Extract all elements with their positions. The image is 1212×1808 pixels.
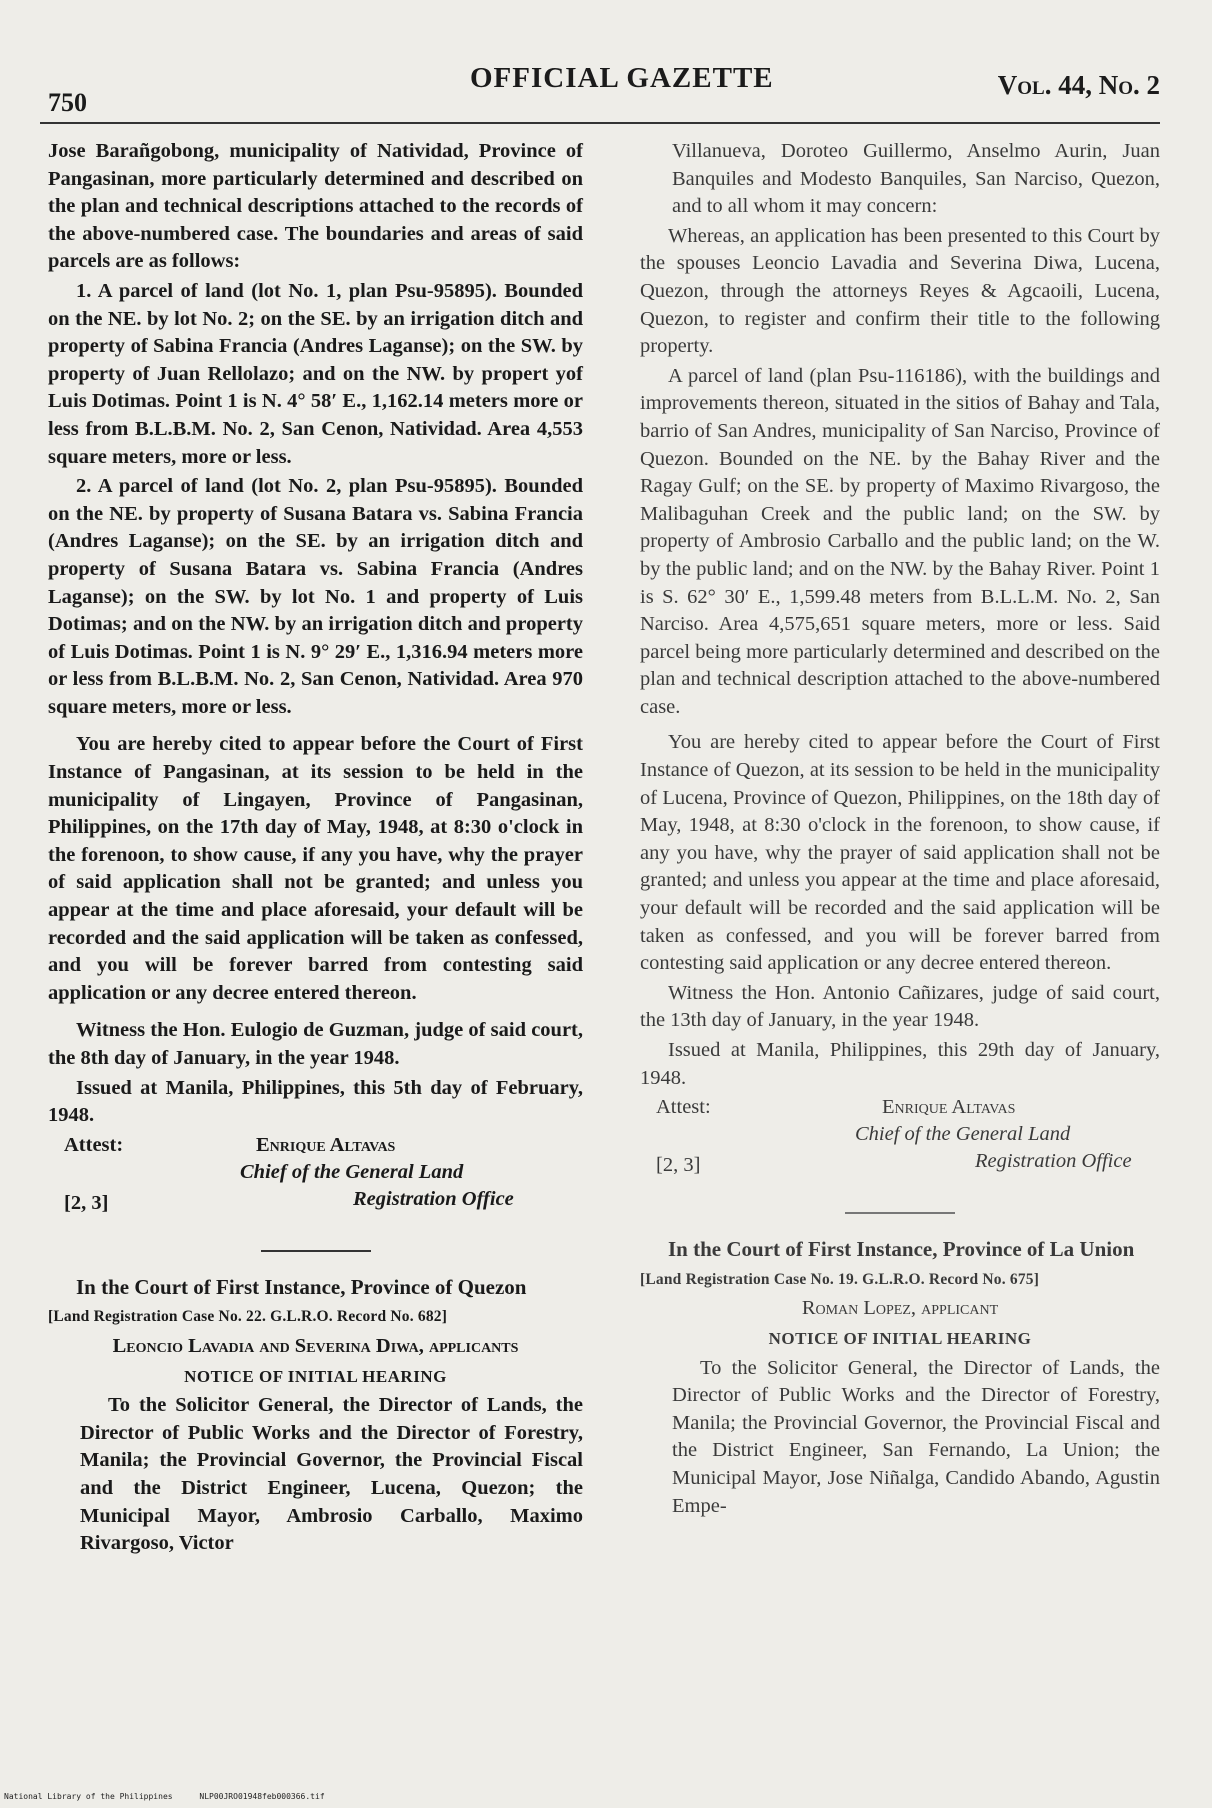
- attest-role-line1: Chief of the General Land: [855, 1123, 1071, 1146]
- gazette-title: OFFICIAL GAZETTE: [470, 62, 774, 94]
- attestation-block: [48, 1132, 583, 1224]
- parcel-paragraph: A parcel of land (plan Psu-116186), with the buildings and improvements thereon, situated in the sitios of Bahay and Tala, barrio of San Andres, municipality of San Narciso, Province of Quezon. Bounded on the NE. by the Bahay River and the Ragay Gulf; on the SE. by property of Maximo Rivargoso, the Malibaguhan Creek and the public land; on the SW. by property of Ambrosio Carballo and the public land; on the W. by the public land; and on the NW. by the Bahay River. Point 1 is S. 62° 30′ E., 1,599.48 meters from B.L.L.M. No. 2, San Narciso. Area 4,575,651 square meters, more or less. Said parcel being more particularly determined and described on the plan and technical description attached to the above-numbered case.: [640, 364, 1160, 718]
- notice-heading: NOTICE OF INITIAL HEARING: [768, 1328, 1032, 1348]
- attest-label: Attest:: [64, 1133, 124, 1156]
- whereas-paragraph: Whereas, an application has been presented to this Court by the spouses Leoncio Lavadia and Severina Diwa, Lucena, Quezon, through the attorneys Reyes & Agcaoili, Lucena, Quezon, to register and confirm their title to the following property.: [640, 224, 1160, 358]
- intro-paragraph: Jose Barañgobong, municipality of Natividad, Province of Pangasinan, more particularly determined and described on the plan and technical descriptions attached to the records of the above-numbered case. The boundaries and areas of said parcels are as follows:: [48, 140, 583, 273]
- scan-footer: [4, 1792, 347, 1801]
- issue-numbers: [2, 3]: [656, 1154, 701, 1177]
- attest-name: Enrique Altavas: [256, 1133, 396, 1156]
- case-reference: [Land Registration Case No. 22. G.L.R.O. Record No. 682]: [48, 1308, 448, 1326]
- notice-heading: NOTICE OF INITIAL HEARING: [184, 1366, 447, 1386]
- attest-role-line2: Registration Office: [353, 1187, 514, 1210]
- cited-paragraph: You are hereby cited to appear before the Court of First Instance of Pangasinan, at its session to be held in the municipality of Lingayen, Province of Pangasinan, Philippines, on the 17th day of May, 1948, at 8:30 o'clock in the forenoon, to show cause, if any you have, why the prayer of said application shall not be granted; and unless you appear at the time and place aforesaid, your default will be recorded and the said application will be taken as confessed, and you will be forever barred from contesting said application or any decree entered thereon.: [48, 733, 583, 1004]
- attest-role-line2: Registration Office: [975, 1150, 1132, 1173]
- issued-paragraph: Issued at Manila, Philippines, this 5th day of February, 1948.: [48, 1076, 583, 1127]
- page-header: [40, 52, 1170, 122]
- section-separator: [261, 1250, 371, 1252]
- section-separator: [845, 1212, 955, 1214]
- cited-paragraph: You are hereby cited to appear before the Court of First Instance of Quezon, at its session to be held in the municipality of Lucena, Province of Quezon, Philippines, on the 18th day of May, 1948, at 8:30 o'clock in the forenoon, to show cause, if any you have, why the prayer of said application shall not be granted; and unless you appear at the time and place aforesaid, your default will be recorded and the said application will be taken as confessed, and you will be forever barred from contesting said application or any decree entered thereon.: [640, 731, 1160, 975]
- applicant-line: Roman Lopez, applicant: [801, 1297, 999, 1320]
- applicants-line: Leoncio Lavadia and Severina Diwa, applicants: [112, 1334, 519, 1357]
- witness-paragraph: Witness the Hon. Eulogio de Guzman, judge of said court, the 8th day of January, in the year 1948.: [48, 1019, 583, 1069]
- left-column: [48, 138, 583, 1560]
- addressees-paragraph: To the Solicitor General, the Director of Lands, the Director of Public Works and the Director of Forestry, Manila; the Provincial Governor, the Provincial Fiscal and the District Engineer, Lucena, Quezon; the Municipal Mayor, Ambrosio Carballo, Maximo Rivargoso, Victor: [80, 1394, 583, 1555]
- attest-label: Attest:: [656, 1096, 711, 1119]
- issued-paragraph: Issued at Manila, Philippines, this 29th day of January, 1948.: [640, 1039, 1160, 1089]
- issue-numbers: [2, 3]: [64, 1191, 109, 1214]
- witness-paragraph: Witness the Hon. Antonio Cañizares, judge of said court, the 13th day of January, in the year 1948.: [640, 981, 1160, 1032]
- attest-name: Enrique Altavas: [882, 1096, 1016, 1119]
- attest-role-line1: Chief of the General Land: [240, 1160, 464, 1183]
- court-heading: In the Court of First Instance, Province of Quezon: [76, 1274, 527, 1299]
- file-name: NLP00JRO01948feb000366.tif: [199, 1792, 325, 1801]
- page-number: 750: [48, 88, 87, 117]
- court-heading: In the Court of First Instance, Province of La Union: [668, 1237, 1135, 1262]
- parcel-1-paragraph: 1. A parcel of land (lot No. 1, plan Psu-95895). Bounded on the NE. by lot No. 2; on the SE. by an irrigation ditch and property of Sabina Francia (Andres Laganse); on the SW. by property of Juan Rellolazo; and on the NW. by propert yof Luis Dotimas. Point 1 is N. 4° 58′ E., 1,162.14 meters more or less from B.L.B.M. No. 2, San Cenon, Natividad. Area 4,553 square meters, more or less.: [48, 279, 583, 468]
- header-rule: [40, 122, 1160, 124]
- volume-label: Vol. 44, No. 2: [997, 70, 1160, 100]
- case-reference: [Land Registration Case No. 19. G.L.R.O. Record No. 675]: [640, 1270, 1040, 1288]
- library-credit: National Library of the Philippines: [4, 1792, 173, 1801]
- parcel-2-paragraph: 2. A parcel of land (lot No. 2, plan Psu-95895). Bounded on the NE. by property of Susana Batara vs. Sabina Francia (Andres Laganse); on the SE. by an irrigation ditch and property of Susana Batara vs. Sabina Francia (Andres Laganse); on the SW. by lot No. 1 and property of Luis Dotimas; and on the NW. by an irrigation ditch and property of Luis Dotimas. Point 1 is N. 9° 29′ E., 1,316.94 meters more or less from B.L.B.M. No. 2, San Cenon, Natividad. Area 970 square meters, more or less.: [48, 475, 583, 718]
- addressees-paragraph: To the Solicitor General, the Director of Lands, the Director of Public Works and the Director of Forestry, Manila; the Provincial Governor, the Provincial Fiscal and the District Engineer, San Fernando, La Union; the Municipal Mayor, Jose Niñalga, Candido Abando, Agustin Empe-: [672, 1356, 1160, 1517]
- right-column: [640, 138, 1160, 1522]
- attestation-block: [640, 1094, 1160, 1186]
- addressees-continued: Villanueva, Doroteo Guillermo, Anselmo Aurin, Juan Banquiles and Modesto Banquiles, San Narciso, Quezon, and to all whom it may concern:: [672, 140, 1160, 218]
